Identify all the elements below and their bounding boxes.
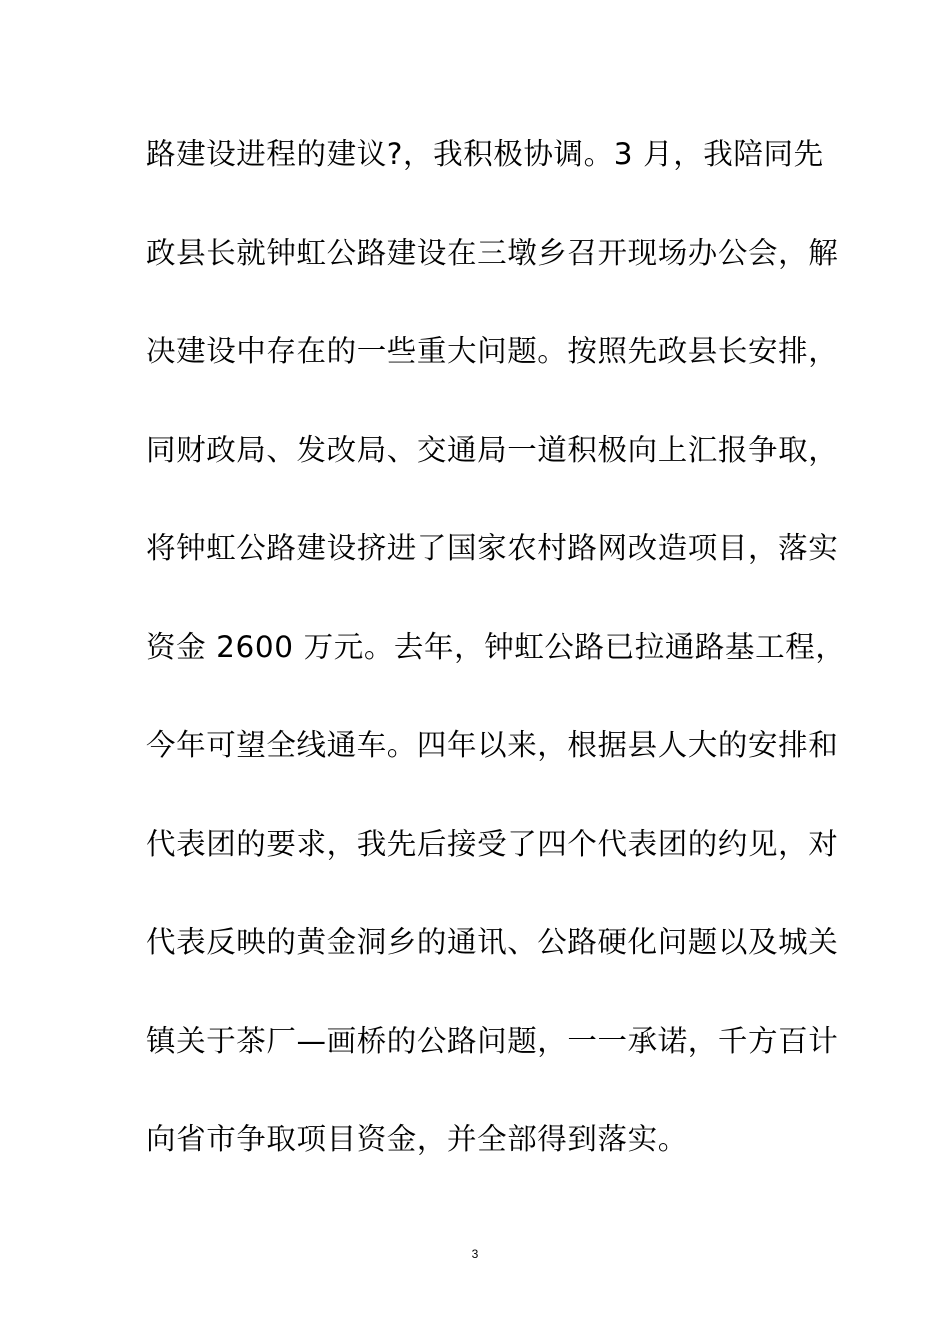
text-line: 今年可望全线通车。四年以来，根据县人大的安排和 — [146, 728, 839, 762]
text-line: 镇关于茶厂—画桥的公路问题，一一承诺，千方百计 — [146, 1023, 839, 1058]
text-line: 将钟虹公路建设挤进了国家农村路网改造项目，落实 — [146, 531, 839, 565]
page-number: 3 — [471, 1247, 479, 1261]
text-line: 路建设进程的建议?，我积极协调。3 月，我陪同先 — [146, 137, 824, 171]
text-line: 决建设中存在的一些重大问题。按照先政县长安排， — [146, 334, 839, 368]
body-text — [146, 126, 846, 1210]
text-line: 代表团的要求，我先后接受了四个代表团的约见，对 — [146, 826, 839, 861]
text-line: 向省市争取项目资金，并全部得到落实。 — [146, 1122, 688, 1156]
text-line: 资金 2600 万元。去年，钟虹公路已拉通路基工程， — [146, 629, 846, 664]
text-line: 政县长就钟虹公路建设在三墩乡召开现场办公会，解 — [146, 235, 839, 270]
text-line: 同财政局、发改局、交通局一道积极向上汇报争取， — [146, 432, 839, 467]
text-line: 代表反映的黄金洞乡的通讯、公路硬化问题以及城关 — [146, 925, 839, 959]
